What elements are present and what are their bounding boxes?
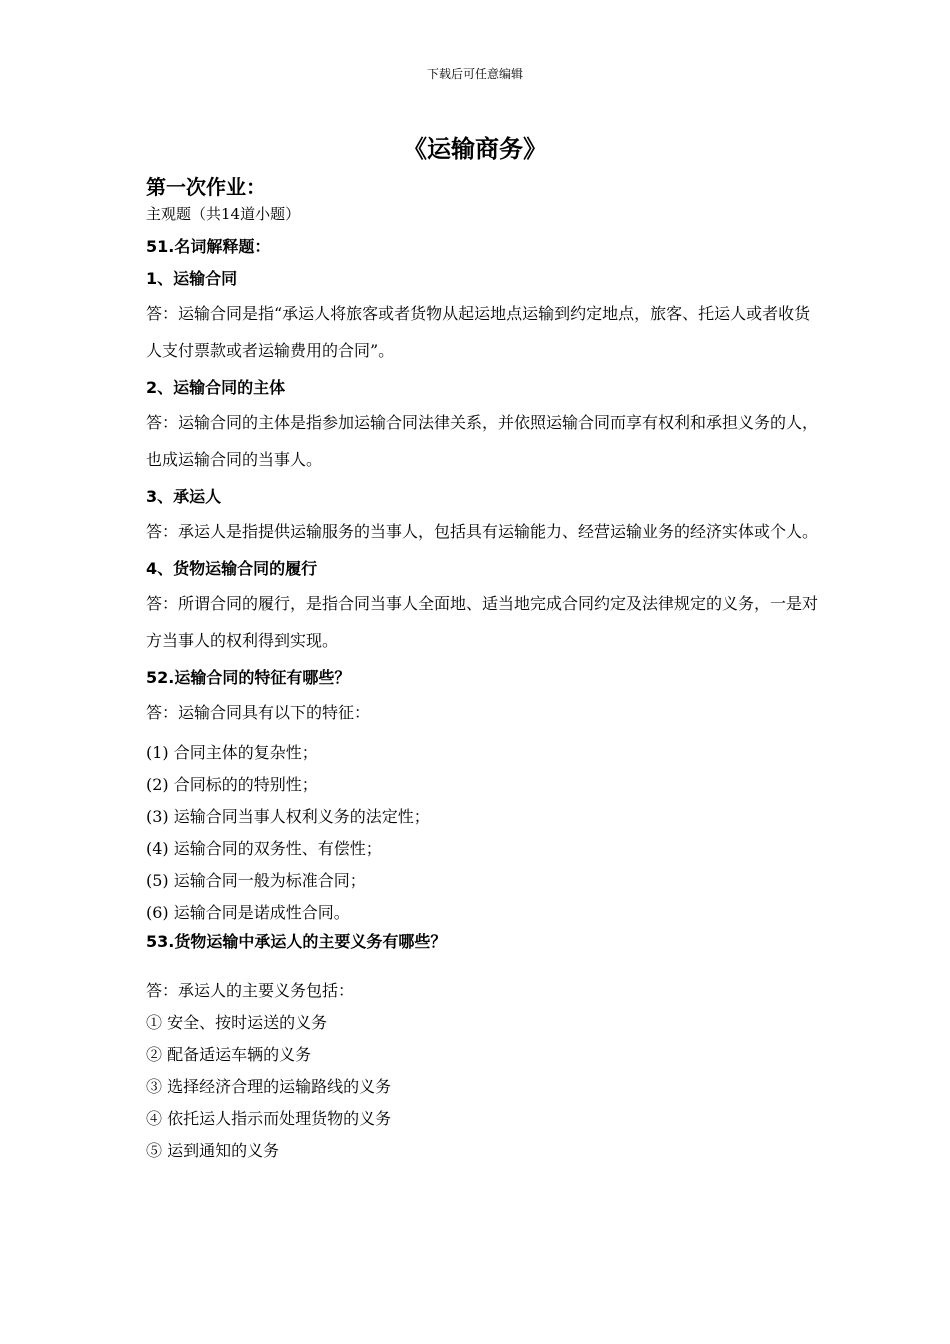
question-52-list bbox=[146, 737, 826, 929]
term-heading: 4、货物运输合同的履行 bbox=[146, 559, 318, 578]
section-subtitle: 主观题（共14道小题） bbox=[146, 205, 301, 223]
question-52-intro: 答：运输合同具有以下的特征： bbox=[146, 703, 371, 722]
page-header-note: 下载后可任意编辑 bbox=[426, 67, 523, 81]
term-answer: 答：运输合同的主体是指参加运输合同法律关系，并依照运输合同而享有权利和承担义务的人，也成运输合同的当事人。 bbox=[146, 413, 819, 469]
spacer bbox=[146, 961, 826, 969]
list-item: (5) 运输合同一般为标准合同； bbox=[146, 871, 366, 890]
question-51-heading: 51.名词解释题： bbox=[146, 237, 271, 256]
list-item: ④ 依托运人指示而处理货物的义务 bbox=[146, 1109, 392, 1128]
term-answer: 答：运输合同是指“承运人将旅客或者货物从起运地点运输到约定地点，旅客、托运人或者收货人支付票款或者运输费用的合同”。 bbox=[146, 304, 811, 360]
term-answer: 答：所谓合同的履行，是指合同当事人全面地、适当地完成合同约定及法律规定的义务，一是对方当事人的权利得到实现。 bbox=[146, 594, 819, 650]
list-item: ③ 选择经济合理的运输路线的义务 bbox=[146, 1077, 392, 1096]
list-item: (6) 运输合同是诺成性合同。 bbox=[146, 903, 350, 922]
document-body bbox=[146, 172, 826, 1167]
list-item: (1) 合同主体的复杂性； bbox=[146, 743, 318, 762]
term-heading: 2、运输合同的主体 bbox=[146, 378, 286, 397]
list-item: (2) 合同标的的特别性； bbox=[146, 775, 318, 794]
list-item: ① 安全、按时运送的义务 bbox=[146, 1013, 328, 1032]
term-answer: 答：承运人是指提供运输服务的当事人，包括具有运输能力、经营运输业务的经济实体或个人。 bbox=[146, 522, 819, 541]
section-heading: 第一次作业： bbox=[146, 175, 266, 199]
question-53-heading: 53.货物运输中承运人的主要义务有哪些？ bbox=[146, 932, 447, 951]
question-52-heading: 52.运输合同的特征有哪些？ bbox=[146, 668, 351, 687]
question-53-list bbox=[146, 975, 826, 1167]
list-item: ② 配备适运车辆的义务 bbox=[146, 1045, 312, 1064]
question-53-intro: 答：承运人的主要义务包括： bbox=[146, 981, 355, 1000]
term-heading: 1、运输合同 bbox=[146, 269, 238, 288]
list-item: (3) 运输合同当事人权利义务的法定性； bbox=[146, 807, 430, 826]
document-title: 《运输商务》 bbox=[403, 135, 547, 163]
list-item: (4) 运输合同的双务性、有偿性； bbox=[146, 839, 382, 858]
term-heading: 3、承运人 bbox=[146, 487, 222, 506]
list-item: ⑤ 运到通知的义务 bbox=[146, 1141, 280, 1160]
